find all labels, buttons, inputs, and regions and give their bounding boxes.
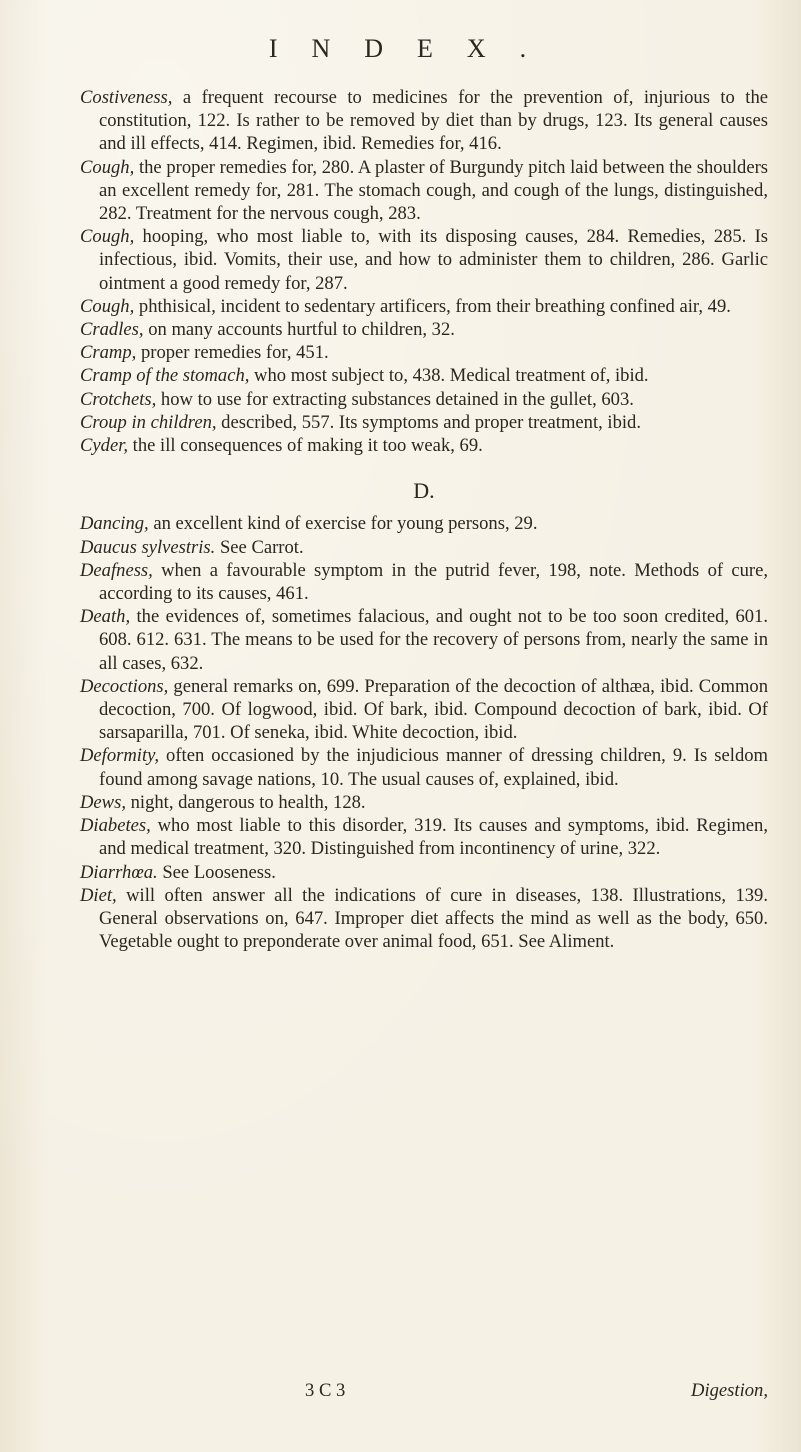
- index-entry: [80, 559, 768, 605]
- index-entry: [80, 814, 768, 860]
- index-entry: [80, 295, 768, 318]
- index-text: on many accounts hurtful to children, 32.: [143, 319, 455, 341]
- index-entry: [80, 536, 768, 559]
- index-text: general remarks on, 699. Preparation of the decoction of althæa, ibid. Common decoction, 700. Of logwood, ibid. Of bark, ibid. Compound decoction of bark, ibid. Of sarsaparilla, 701. Of seneka, ibid. White decoction, ibid.: [99, 675, 768, 744]
- index-text: an excellent kind of exercise for young persons, 29.: [148, 513, 538, 535]
- index-term: Decoctions,: [80, 675, 169, 697]
- index-entry: [80, 341, 768, 364]
- index-entry: [80, 156, 768, 226]
- index-term: Diarrhœa.: [80, 861, 158, 883]
- index-term: Cough,: [80, 226, 135, 248]
- index-term: Dews,: [80, 791, 126, 813]
- index-term: Daucus sylvestris.: [80, 536, 216, 558]
- entries-section-c: [80, 86, 768, 457]
- index-term: Cradles,: [80, 319, 144, 341]
- index-term: Cyder,: [80, 435, 129, 457]
- index-entry: [80, 861, 768, 884]
- index-term: Cough,: [80, 156, 135, 178]
- index-term: Diabetes,: [80, 815, 151, 837]
- index-entry: [80, 388, 768, 411]
- index-term: Dancing,: [80, 513, 149, 535]
- index-text: See Looseness.: [157, 861, 276, 883]
- entries-section-d: [80, 512, 768, 953]
- index-entry: [80, 411, 768, 434]
- index-text: who most liable to this disorder, 319. Its causes and symptoms, ibid. Regimen, and medical treatment, 320. Distinguished from incontinency of urine, 322.: [99, 815, 768, 860]
- index-text: described, 557. Its symptoms and proper treatment, ibid.: [216, 411, 642, 433]
- signature-mark: 3 C 3: [305, 1380, 346, 1401]
- index-text: See Carrot.: [215, 536, 304, 558]
- index-text: the proper remedies for, 280. A plaster of Burgundy pitch laid between the shoulders an excellent remedy for, 281. The stomach cough, and cough of the lungs, distinguished, 282. Treatment for the nervous cough, 283.: [99, 156, 768, 225]
- index-text: hooping, who most liable to, with its disposing causes, 284. Remedies, 285. Is infectious, ibid. Vomits, their use, and how to administer them to children, 286. Garlic ointment a good remedy for, 287.: [99, 226, 768, 294]
- index-entry: [80, 512, 768, 535]
- index-entry: [80, 744, 768, 790]
- index-text: when a favourable symptom in the putrid fever, 198, note. Methods of cure, according to its causes, 461.: [99, 559, 768, 605]
- index-text: often occasioned by the injudicious manner of dressing children, 9. Is seldom found among savage nations, 10. The usual causes of, explained, ibid.: [99, 745, 768, 790]
- index-term: Crotchets,: [80, 388, 157, 410]
- index-term: Cramp,: [80, 342, 137, 364]
- index-text: the evidences of, sometimes falacious, and ought not to be too soon credited, 601. 608. 612. 631. The means to be used for the recovery of persons from, nearly the same in all cases, 632.: [99, 606, 768, 674]
- index-text: proper remedies for, 451.: [136, 342, 329, 364]
- index-entry: [80, 434, 768, 457]
- index-text: who most subject to, 438. Medical treatment of, ibid.: [249, 365, 649, 387]
- index-term: Death,: [80, 606, 131, 628]
- index-term: Diet,: [80, 884, 117, 906]
- index-entry: [80, 225, 768, 295]
- index-text: the ill consequences of making it too weak, 69.: [128, 435, 483, 457]
- index-text: a frequent recourse to medicines for the prevention of, injurious to the constitution, 122. Is rather to be removed by diet than by drugs, 123. Its general causes and ill effects, 414. Regimen, ibid. Remedies for, 416.: [99, 87, 768, 155]
- index-text: phthisical, incident to sedentary artificers, from their breathing confined air, 49.: [134, 295, 731, 317]
- index-entry: [80, 86, 768, 156]
- index-term: Deafness,: [80, 559, 153, 581]
- page-header: INDEX.: [268, 34, 561, 63]
- index-term: Costiveness,: [80, 87, 173, 108]
- catchword: Digestion,: [691, 1380, 768, 1401]
- index-text: will often answer all the indications of cure in diseases, 138. Illustrations, 139. General observations on, 647. Improper diet affects the mind as well as the body, 650. Vegetable ought to preponderate over animal food, 651. See Aliment.: [99, 884, 768, 953]
- index-entry: [80, 884, 768, 954]
- index-entry: [80, 364, 768, 387]
- index-entry: [80, 675, 768, 745]
- section-letter: D.: [413, 478, 435, 504]
- index-text: night, dangerous to health, 128.: [125, 791, 366, 813]
- index-term: Deformity,: [80, 745, 160, 767]
- index-entries: [80, 86, 768, 953]
- index-entry: [80, 318, 768, 341]
- index-entry: [80, 605, 768, 675]
- index-entry: [80, 791, 768, 814]
- index-term: Cramp of the stomach,: [80, 365, 250, 387]
- index-text: how to use for extracting substances detained in the gullet, 603.: [156, 388, 634, 410]
- index-term: Cough,: [80, 295, 135, 317]
- index-term: Croup in children,: [80, 411, 217, 433]
